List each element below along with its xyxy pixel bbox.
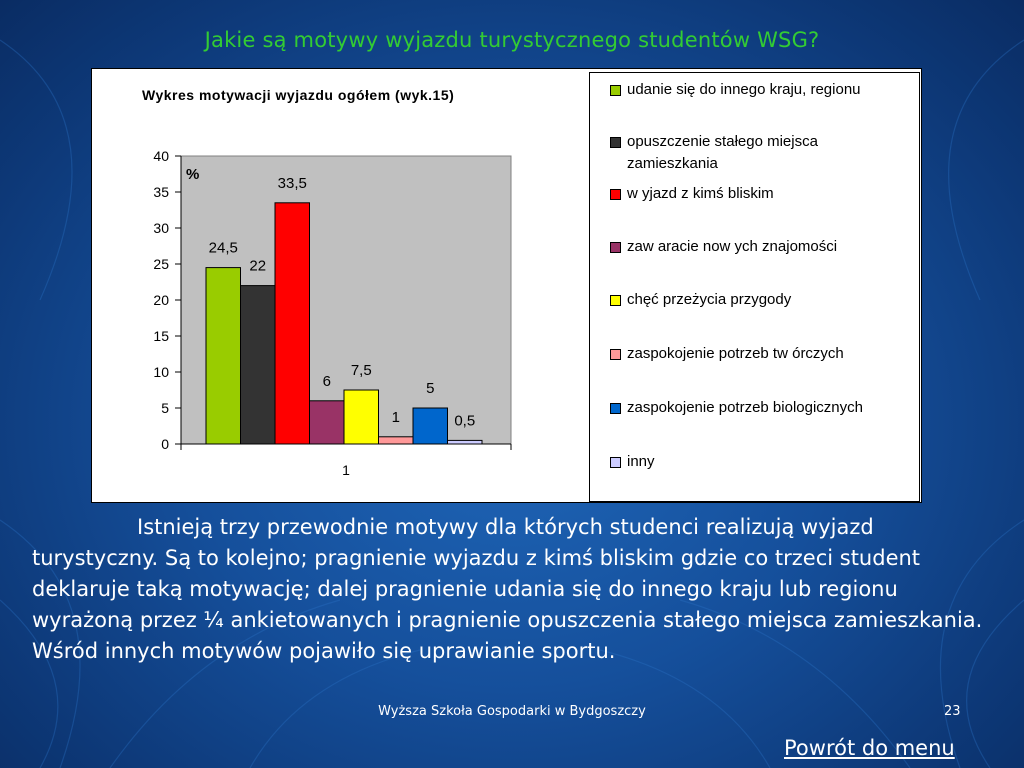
legend-label: udanie się do innego kraju, regionu bbox=[627, 81, 861, 98]
legend-swatch bbox=[610, 242, 621, 253]
bar-3 bbox=[275, 203, 310, 444]
legend-item bbox=[610, 183, 910, 205]
legend-label: zaspokojenie potrzeb tw órczych bbox=[627, 345, 844, 362]
legend-item bbox=[610, 343, 910, 365]
bar-8 bbox=[448, 440, 483, 444]
bar-4 bbox=[310, 401, 345, 444]
y-tick-label: 5 bbox=[161, 400, 169, 416]
data-label: 0,5 bbox=[454, 412, 476, 430]
legend-swatch bbox=[610, 85, 621, 96]
data-label: 6 bbox=[322, 372, 331, 390]
legend-swatch bbox=[610, 189, 621, 200]
y-tick-label: 20 bbox=[153, 292, 169, 308]
y-tick-label: 30 bbox=[153, 220, 169, 236]
bar-7 bbox=[413, 408, 448, 444]
y-tick-label: 25 bbox=[153, 256, 169, 272]
legend-item bbox=[610, 289, 910, 311]
data-label: 33,5 bbox=[277, 174, 307, 192]
legend-label: inny bbox=[627, 453, 655, 470]
x-tick-label: 1 bbox=[342, 462, 350, 478]
data-label: 1 bbox=[391, 408, 400, 426]
legend-item bbox=[610, 79, 910, 101]
bar-6 bbox=[379, 437, 414, 444]
data-label: 22 bbox=[249, 257, 267, 275]
legend-label: zaspokojenie potrzeb biologicznych bbox=[627, 399, 863, 416]
legend-item bbox=[610, 131, 910, 175]
y-tick-label: 40 bbox=[153, 148, 169, 164]
legend-item bbox=[610, 236, 910, 258]
legend-item bbox=[610, 397, 910, 419]
bar-5 bbox=[344, 390, 379, 444]
legend-swatch bbox=[610, 457, 621, 468]
page-number: 23 bbox=[944, 704, 961, 719]
footer-text: Wyższa Szkoła Gospodarki w Bydgoszczy bbox=[378, 704, 646, 719]
data-label: 24,5 bbox=[208, 239, 238, 257]
body-paragraph: Istnieją trzy przewodnie motywy dla których studenci realizują wyjazd turystyczny. Są to kolejno; pragnienie wyjazdu z kimś bliskim gdzie co trzeci student deklaruje taką motywację; dalej pragnienie udania się do innego kraju lub regionu wyrażoną przez ¼ ankietowanych i pragnienie opuszczenia stałego miejsca zamieszkania. Wśród innych motywów pojawiło się uprawianie sportu. bbox=[32, 515, 983, 663]
legend-label: chęć przeżycia przygody bbox=[627, 291, 792, 308]
chart-title: Wykres motywacji wyjazdu ogółem (wyk.15) bbox=[142, 87, 455, 103]
legend-swatch bbox=[610, 349, 621, 360]
back-to-menu-link[interactable]: Powrót do menu bbox=[784, 736, 955, 760]
legend-swatch bbox=[610, 295, 621, 306]
legend-label: w yjazd z kimś bliskim bbox=[627, 185, 774, 202]
data-label: 5 bbox=[426, 380, 435, 397]
legend-swatch bbox=[610, 403, 621, 414]
legend-label: zaw aracie now ych znajomości bbox=[627, 238, 838, 255]
legend-item bbox=[610, 451, 910, 473]
legend-swatch bbox=[610, 137, 621, 148]
y-tick-label: 0 bbox=[161, 436, 169, 452]
bar-1 bbox=[206, 268, 241, 444]
legend-label: opuszczenie stałego miejsca zamieszkania bbox=[627, 133, 818, 172]
y-tick-label: 15 bbox=[153, 328, 169, 344]
bar-chart bbox=[92, 69, 592, 489]
body-text bbox=[32, 512, 998, 667]
y-tick-label: 10 bbox=[153, 364, 169, 380]
y-axis-label: % bbox=[186, 166, 200, 183]
bar-2 bbox=[241, 286, 276, 444]
data-label: 7,5 bbox=[350, 362, 372, 379]
chart-legend bbox=[589, 72, 920, 502]
slide-title: Jakie są motywy wyjazdu turystycznego studentów WSG? bbox=[204, 28, 820, 52]
y-tick-label: 35 bbox=[153, 184, 169, 200]
